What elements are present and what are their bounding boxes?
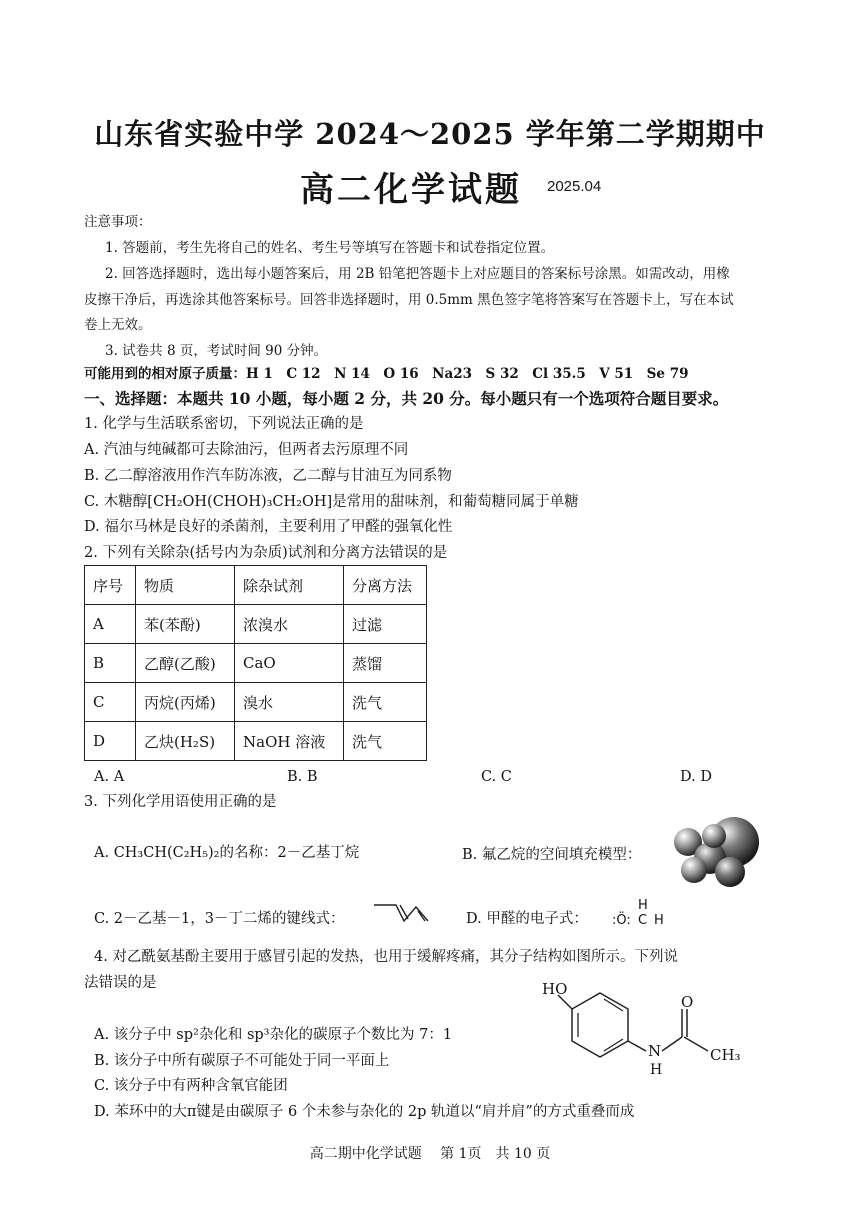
exam-date: 2025.04	[547, 178, 602, 195]
table-cell: 洗气	[344, 722, 427, 761]
formaldehyde-o: :Ö:	[612, 913, 631, 928]
table-cell: NaOH 溶液	[235, 722, 344, 761]
mol-label-o: O	[681, 993, 694, 1011]
page-footer: 高二期中化学试题 第 1页 共 10 页	[309, 1146, 551, 1162]
table-header-cell: 物质	[136, 566, 235, 605]
q4-stem-a: 4. 对乙酰氨基酚主要用于感冒引起的发热，也用于缓解疼痛，其分子结构如图所示。下列说	[94, 949, 678, 965]
q1-stem: 1. 化学与生活联系密切，下列说法正确的是	[84, 416, 364, 432]
table-cell: 丙烷(丙烯)	[136, 683, 235, 722]
note-2a: 2. 回答选择题时，选出每小题答案后，用 2B 铅笔把答题卡上对应题目的答案标号涂黑。如需改动，用橡	[105, 266, 730, 282]
q3-option-c: C. 2－乙基－1，3－丁二烯的键线式：	[94, 911, 345, 927]
q3-option-b: B. 氟乙烷的空间填充模型：	[462, 847, 642, 863]
q3-stem: 3. 下列化学用语使用正确的是	[84, 794, 277, 810]
atomic-masses: 可能用到的相对原子质量：H 1 C 12 N 14 O 16 Na23 S 32 Cl 35.5 V 51 Se 79	[84, 366, 689, 382]
q2-option-d: D. D	[680, 769, 712, 785]
q1-option-b: B. 乙二醇溶液用作汽车防冻液，乙二醇与甘油互为同系物	[84, 468, 452, 484]
exam-title: 山东省实验中学 2024～2025 学年第二学期期中	[94, 117, 766, 151]
table-cell: A	[85, 605, 136, 644]
section-1-heading: 一、选择题：本题共 10 小题，每小题 2 分，共 20 分。每小题只有一个选项符合题目要求。	[84, 389, 729, 408]
table-cell: CaO	[235, 644, 344, 683]
exam-subtitle: 高二化学试题	[300, 170, 522, 210]
q4-stem-b: 法错误的是	[84, 975, 157, 991]
mol-label-h: H	[650, 1062, 663, 1078]
table-cell: 苯(苯酚)	[136, 605, 235, 644]
table-cell: 洗气	[344, 683, 427, 722]
table-cell: 过滤	[344, 605, 427, 644]
table-cell: 乙醇(乙酸)	[136, 644, 235, 683]
note-2b: 皮擦干净后，再选涂其他答案标号。回答非选择题时，用 0.5mm 黑色签字笔将答案写在答题卡上，写在本试	[84, 292, 734, 308]
table-cell: B	[85, 644, 136, 683]
table-row	[85, 644, 427, 683]
q2-table	[84, 565, 427, 761]
mol-label-ch3: CH₃	[710, 1046, 741, 1064]
mol-label-n: N	[648, 1042, 662, 1060]
note-3: 3. 试卷共 8 页，考试时间 90 分钟。	[105, 343, 328, 359]
q3-option-a: A. CH₃CH(C₂H₅)₂的名称：2－乙基丁烷	[94, 845, 360, 861]
q2-option-c: C. C	[481, 769, 512, 785]
q4-option-a: A. 该分子中 sp²杂化和 sp³杂化的碳原子个数比为 7：1	[94, 1027, 453, 1043]
table-cell: 溴水	[235, 683, 344, 722]
table-row	[85, 722, 427, 761]
q3-option-d: D. 甲醛的电子式：	[466, 911, 588, 927]
q4-option-c: C. 该分子中有两种含氧官能团	[94, 1078, 288, 1094]
formaldehyde-electron-formula	[612, 898, 672, 934]
q2-option-b: B. B	[287, 769, 318, 785]
q1-option-c: C. 木糖醇[CH₂OH(CHOH)₃CH₂OH]是常用的甜味剂，和葡萄糖同属于单糖	[84, 494, 579, 510]
table-header-cell: 分离方法	[344, 566, 427, 605]
q2-stem: 2. 下列有关除杂(括号内为杂质)试剂和分离方法错误的是	[84, 545, 448, 561]
table-header-cell: 序号	[85, 566, 136, 605]
q4-option-b: B. 该分子中所有碳原子不可能处于同一平面上	[94, 1053, 390, 1069]
table-cell: C	[85, 683, 136, 722]
table-cell: 乙炔(H₂S)	[136, 722, 235, 761]
formaldehyde-c: C	[638, 913, 648, 928]
formaldehyde-h-top: H	[638, 898, 648, 913]
table-cell: 浓溴水	[235, 605, 344, 644]
formaldehyde-h-right: H	[654, 913, 664, 928]
note-2c: 卷上无效。	[84, 317, 152, 333]
table-header-cell: 除杂试剂	[235, 566, 344, 605]
q4-option-d: D. 苯环中的大π键是由碳原子 6 个未参与杂化的 2p 轨道以“肩并肩”的方式重叠而成	[94, 1104, 635, 1120]
q1-option-a: A. 汽油与纯碱都可去除油污，但两者去污原理不同	[84, 442, 409, 458]
mol-label-ho: HO	[542, 980, 568, 998]
table-cell: 蒸馏	[344, 644, 427, 683]
table-row	[85, 683, 427, 722]
table-cell: D	[85, 722, 136, 761]
skeletal-formula-icon	[372, 895, 430, 925]
space-filling-model-icon	[670, 812, 765, 892]
table-header-row	[85, 566, 427, 605]
notes-heading: 注意事项：	[84, 214, 152, 230]
q1-option-d: D. 福尔马林是良好的杀菌剂，主要利用了甲醛的强氧化性	[84, 519, 453, 535]
q2-option-a: A. A	[94, 769, 125, 785]
table-row	[85, 605, 427, 644]
note-1: 1. 答题前，考生先将自己的姓名、考生号等填写在答题卡和试卷指定位置。	[105, 240, 555, 256]
